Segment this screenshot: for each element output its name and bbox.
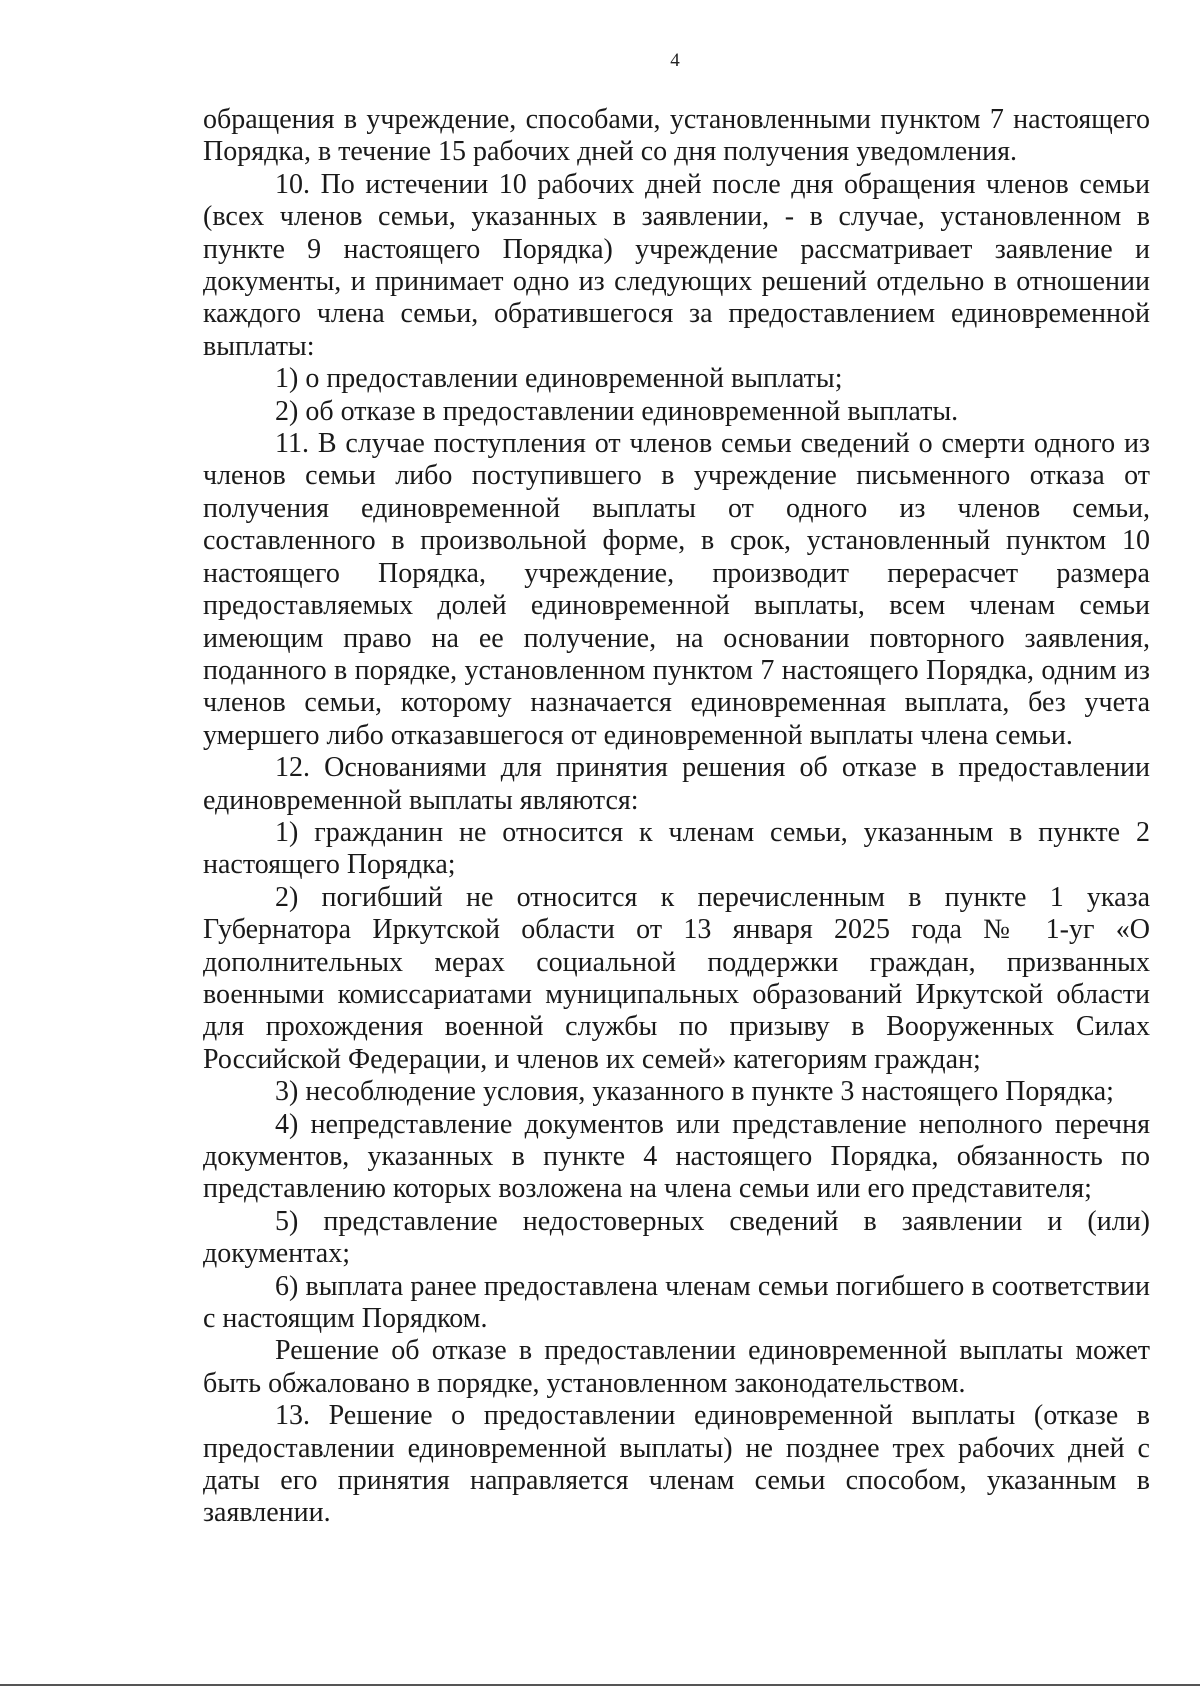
paragraph-continuation: обращения в учреждение, способами, установленными пунктом 7 настоящего Порядка, в течение 15 рабочих дней со дня получения уведомления. xyxy=(203,104,1150,168)
page-number: 4 xyxy=(670,50,680,71)
paragraph-item-12-1: 1) гражданин не относится к членам семьи, указанным в пункте 2 настоящего Порядка; xyxy=(203,816,1150,881)
paragraph-item-12-6: 6) выплата ранее предоставлена членам семьи погибшего в соответствии с настоящим Порядком. xyxy=(203,1270,1150,1335)
paragraph-item-11: 11. В случае поступления от членов семьи сведений о смерти одного из членов семьи либо поступившего в учреждение письменного отказа от получения единовременной выплаты от одного из членов семьи, составленного в произвольной форме, в срок, установленный пунктом 10 настоящего Порядка, учреждение, производит перерасчет размера предоставляемых долей единовременной выплаты, всем членам семьи имеющим право на ее получение, на основании повторного заявления, поданного в порядке, установленном пунктом 7 настоящего Порядка, одним из членов семьи, которому назначается единовременная выплата, без учета умершего либо отказавшегося от единовременной выплаты члена семьи. xyxy=(203,428,1150,751)
document-body xyxy=(203,104,1150,1530)
page-bottom-rule xyxy=(0,1684,1200,1686)
paragraph-item-10-2: 2) об отказе в предоставлении единовременной выплаты. xyxy=(275,395,959,427)
paragraph-item-12-5: 5) представление недостоверных сведений в заявлении и (или) документах; xyxy=(203,1205,1150,1270)
paragraph-item-10-1: 1) о предоставлении единовременной выплаты; xyxy=(275,363,843,395)
paragraph-item-10: 10. По истечении 10 рабочих дней после дня обращения членов семьи (всех членов семьи, указанных в заявлении, - в случае, установленном в пункте 9 настоящего Порядка) учреждение рассматривает заявление и документы, и принимает одно из следующих решений отдельно в отношении каждого члена семьи, обратившегося за предоставлением единовременной выплаты: xyxy=(203,168,1150,362)
paragraph-appeal-note: Решение об отказе в предоставлении единовременной выплаты может быть обжаловано в порядке, установленном законодательством. xyxy=(203,1335,1150,1399)
paragraph-item-12-4: 4) непредставление документов или представление неполного перечня документов, указанных в пункте 4 настоящего Порядка, обязанность по представлению которых возложена на члена семьи или его представителя; xyxy=(203,1108,1150,1205)
paragraph-item-12-2: 2) погибший не относится к перечисленным в пункте 1 указа Губернатора Иркутской области от 13 января 2025 года № 1-уг «О дополнительных мерах социальной поддержки граждан, призванных военными комиссариатами муниципальных образований Иркутской области для прохождения военной службы по призыву в Вооруженных Силах Российской Федерации, и членов их семей» категориям граждан; xyxy=(203,881,1150,1075)
paragraph-item-12: 12. Основаниями для принятия решения об отказе в предоставлении единовременной выплаты являются: xyxy=(203,752,1150,816)
paragraph-item-12-3: 3) несоблюдение условия, указанного в пункте 3 настоящего Порядка; xyxy=(275,1076,1114,1108)
paragraph-item-13: 13. Решение о предоставлении единовременной выплаты (отказе в предоставлении единовременной выплаты) не позднее трех рабочих дней с даты его принятия направляется членам семьи способом, указанным в заявлении. xyxy=(203,1400,1150,1529)
